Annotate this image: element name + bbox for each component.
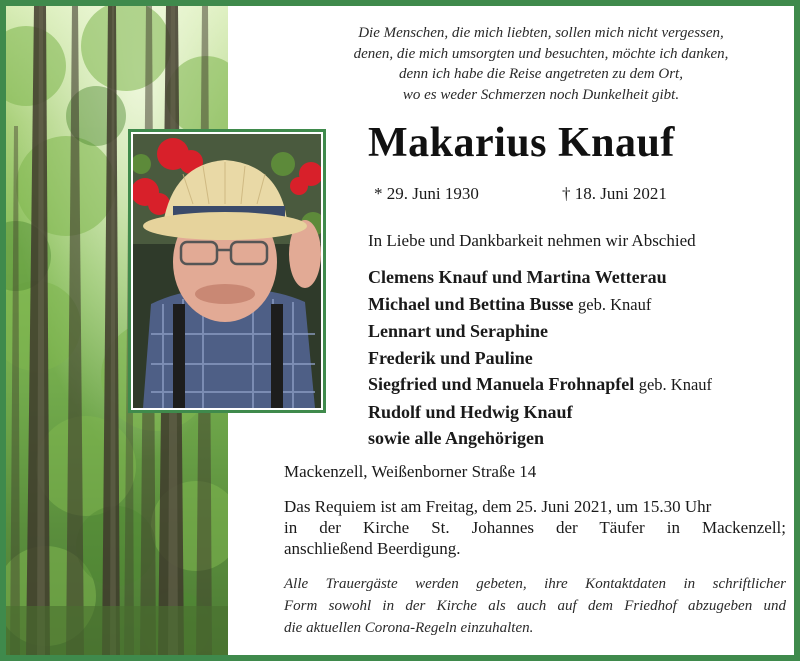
mourner-item xyxy=(368,318,712,345)
portrait-photo xyxy=(128,129,326,413)
mourner-name: Clemens Knauf und Martina Wetterau xyxy=(368,267,667,287)
mourner-maiden-name: geb. Knauf xyxy=(578,294,652,314)
mourner-name: Rudolf und Hedwig Knauf xyxy=(368,401,573,422)
mourner-item xyxy=(368,399,712,426)
address: Mackenzell, Weißenborner Straße 14 xyxy=(284,462,537,481)
mourner-maiden-name: geb. Knauf xyxy=(638,375,713,394)
requiem-line: Das Requiem ist am Freitag, dem 25. Juni 2021, um 15.30 Uhr xyxy=(284,497,712,516)
mourner-item xyxy=(368,425,712,452)
death-date: † 18. Juni 2021 xyxy=(562,184,667,203)
requiem-line: anschließend Beerdigung. xyxy=(284,539,461,558)
poem-line: denen, die mich umsorgten und besuchten, möchte ich danken, xyxy=(353,45,729,62)
mourner-name: sowie alle Angehörigen xyxy=(368,428,544,448)
requiem-line: in der Kirche St. Johannes der Täufer in Mackenzell; xyxy=(284,518,786,537)
deceased-name: Makarius Knauf xyxy=(368,120,675,166)
mourner-name: Michael und Bettina Busse xyxy=(368,293,574,314)
birth-date: * 29. Juni 1930 xyxy=(374,184,479,203)
mourner-name: Frederik und Pauline xyxy=(368,347,533,368)
poem xyxy=(296,23,786,105)
mourner-name: Siegfried und Manuela Frohnapfel xyxy=(368,374,635,394)
requiem-info xyxy=(284,496,786,559)
mourner-item xyxy=(368,371,712,399)
mourner-name: Lennart und Seraphine xyxy=(368,321,549,341)
poem-line: wo es weder Schmerzen noch Dunkelheit gibt. xyxy=(402,86,680,103)
mourner-list xyxy=(368,264,712,452)
poem-line: Die Menschen, die mich liebten, sollen mich nicht vergessen, xyxy=(358,25,724,41)
notice-line: Alle Trauergäste werden gebeten, ihre Kontaktdaten in schriftlicher xyxy=(284,576,786,592)
notice-line: Form sowohl in der Kirche als auch auf dem Friedhof abzugeben und xyxy=(284,598,786,614)
poem-line: denn ich habe die Reise angetreten zu dem Ort, xyxy=(399,66,683,82)
notice-line: die aktuellen Corona-Regeln einzuhalten. xyxy=(284,620,534,636)
portrait-image xyxy=(133,134,321,408)
farewell-text: In Liebe und Dankbarkeit nehmen wir Abschied xyxy=(368,231,696,250)
corona-notice xyxy=(284,573,786,639)
mourner-item xyxy=(368,264,712,291)
mourner-item xyxy=(368,345,712,372)
mourner-item xyxy=(368,291,712,319)
